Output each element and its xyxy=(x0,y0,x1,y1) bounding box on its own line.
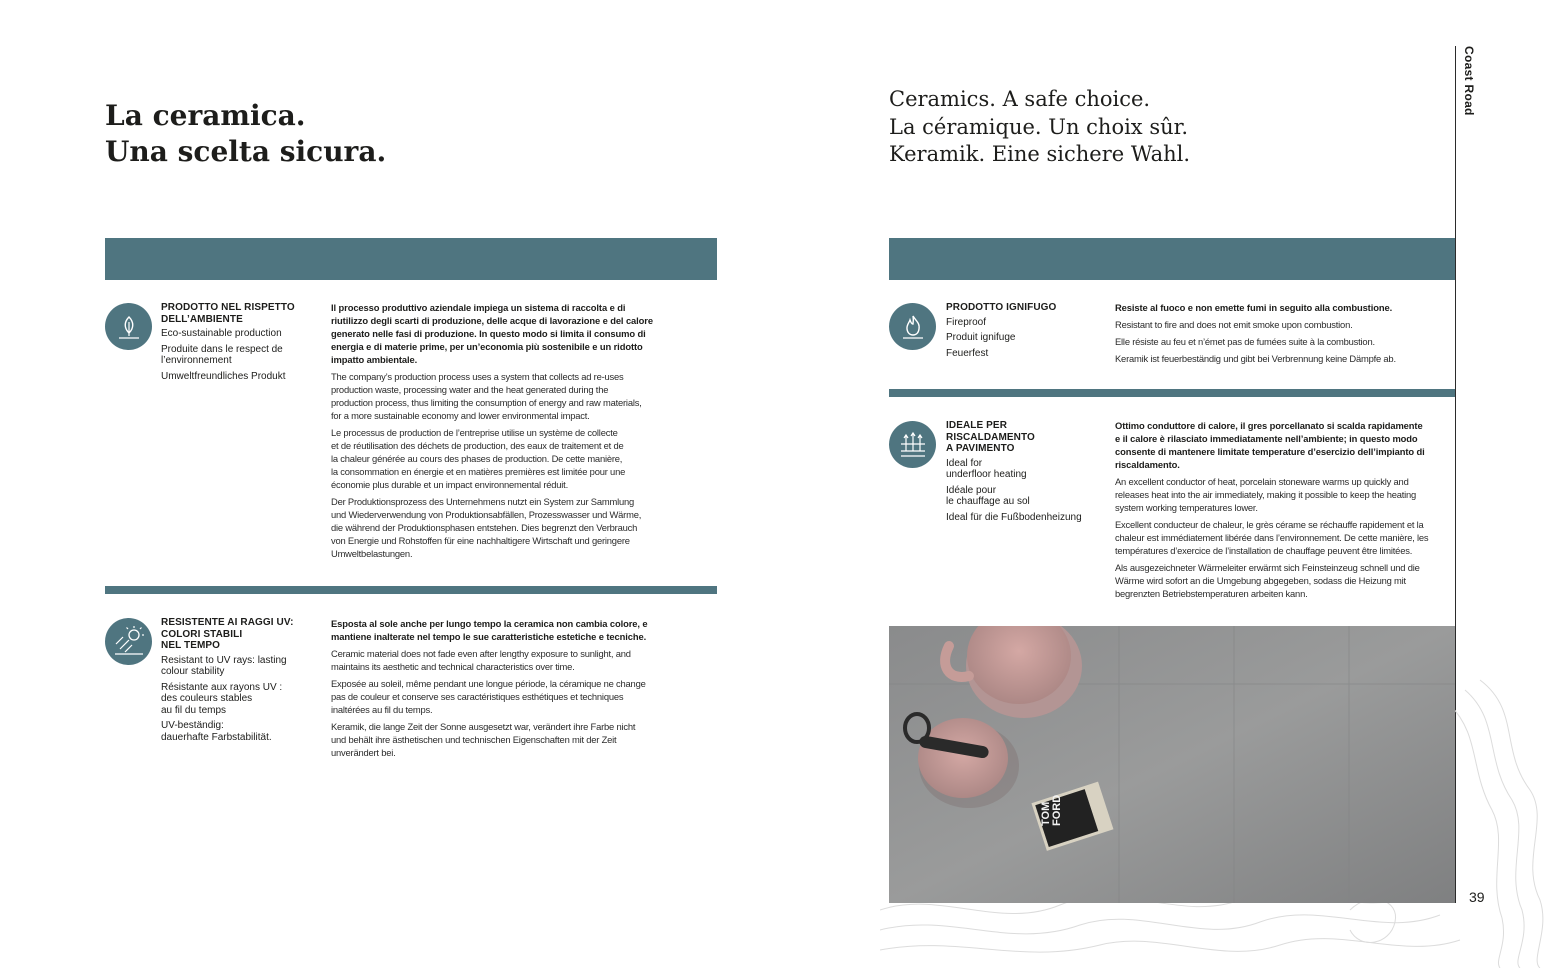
eco-heading: PRODOTTO NEL RISPETTO DELL’AMBIENTE xyxy=(161,302,295,325)
page-title-italian: La ceramica. Una scelta sicura. xyxy=(105,99,387,168)
uv-labels xyxy=(161,617,321,743)
uv-para-it: Esposta al sole anche per lungo tempo la ceramica non cambia colore, e mantiene inalterate nel tempo le sue caratteristiche estetiche e tecniche. xyxy=(331,618,648,642)
leaf-icon xyxy=(105,303,152,350)
heating-para-en: An excellent conductor of heat, porcelain stoneware warms up quickly and releases heat into the air immediately, making it possible to keep the heating system working temperatures lower. xyxy=(1115,476,1417,513)
eco-para-it: Il processo produttivo aziendale impiega un sistema di raccolta e di riutilizzo degli scarti di produzione, delle acque di lavorazione e del calore generato nelle fasi di produzione. In questo modo si limita il consumo di energia e di materie prime, per un’economia più sostenibile e un ridotto impatto ambientale. xyxy=(331,302,653,365)
fire-para-de: Keramik ist feuerbeständig und gibt bei Verbrennung keine Dämpfe ab. xyxy=(1115,353,1396,364)
fire-sub-fr: Produit ignifuge xyxy=(946,332,1016,343)
eco-para-en: The company’s production process uses a system that collects ad re-uses production waste, processing water and the heat generated during the production process, thus limiting the consumption of energy and raw materials, for a more sustainable economy and lower environmental impact. xyxy=(331,371,642,421)
page-title-multilingual: Ceramics. A safe choice. La céramique. Un choix sûr. Keramik. Eine sichere Wahl. xyxy=(889,87,1191,166)
uv-para-de: Keramik, die lange Zeit der Sonne ausgesetzt war, verändert ihre Farbe nicht und behält ihre ästhetischen und technischen Eigenschaften mit der Zeit unverändert bei. xyxy=(331,721,636,758)
heating-sub-fr: Idéale pour le chauffage au sol xyxy=(946,484,1030,507)
eco-sub-fr: Produite dans le respect de l’environnement xyxy=(161,343,283,366)
header-bar-right xyxy=(889,238,1455,280)
uv-text xyxy=(331,617,717,763)
heating-sub-en: Ideal for underfloor heating xyxy=(946,457,1027,480)
heating-para-it: Ottimo conduttore di calore, il gres porcellanato si scalda rapidamente e il calore è rilasciato immediatamente nell’ambiente; in questo modo consente di mantenere limitate temperature d’esercizio dell’impianto di riscaldamento. xyxy=(1115,420,1425,470)
photo-illustration xyxy=(889,626,1455,903)
heating-para-fr: Excellent conducteur de chaleur, le grès cérame se réchauffe rapidement et la chaleur est immédiatement libérée dans l’environnement. De cette manière, les températures d’exercice de l’installation de chauffage peuvent être limitées. xyxy=(1115,519,1429,556)
divider-right xyxy=(889,389,1455,397)
page-number: 39 xyxy=(1469,889,1485,905)
underfloor-heating-icon xyxy=(889,421,936,468)
spine-label xyxy=(1462,46,1482,126)
sun-uv-icon xyxy=(105,618,152,665)
eco-sub-de: Umweltfreundliches Produkt xyxy=(161,370,286,382)
eco-para-fr: Le processus de production de l’entreprise utilise un système de collecte et de réutilisation des déchets de production, des eaux de traitement et de la chaleur générée au cours des phases de production. De cette manière, la consommation en énergie et en matières premières est limitée pour une économie plus durable et un impact environnemental réduit. xyxy=(331,427,626,490)
eco-para-de: Der Produktionsprozess des Unternehmens nutzt ein System zur Sammlung und Wiederverwendung von Produktionsabfällen, Prozesswasser und Wärme, die während der Produktionsphasen entstehen. Dies begrenzt den Verbrauch von Energie und Rohstoffen für eine nachhaltigere Wirtschaft und geringere Umweltbelastungen. xyxy=(331,496,642,559)
fire-heading: PRODOTTO IGNIFUGO xyxy=(946,302,1057,313)
heating-labels xyxy=(946,420,1106,523)
fire-para-it: Resiste al fuoco e non emette fumi in seguito alla combustione. xyxy=(1115,302,1393,313)
book-title-text: TOM FORD xyxy=(1040,794,1063,826)
fire-text xyxy=(1115,301,1453,369)
eco-labels xyxy=(161,302,321,382)
spine-text: Coast Road xyxy=(1462,46,1476,116)
eco-text xyxy=(331,301,717,564)
divider-left xyxy=(105,586,717,594)
eco-sub-en: Eco-sustainable production xyxy=(161,328,282,339)
uv-sub-fr: Résistante aux rayons UV : des couleurs stables au fil du temps xyxy=(161,681,283,716)
header-bar-left xyxy=(105,238,717,280)
book-cover-text xyxy=(1041,786,1063,826)
uv-para-fr: Exposée au soleil, même pendant une longue période, la céramique ne change pas de couleur et conserve ses caractéristiques esthétiques et techniques inaltérées au fil du temps. xyxy=(331,678,646,715)
fire-para-fr: Elle résiste au feu et n’émet pas de fumées suite à la combustion. xyxy=(1115,336,1375,347)
fire-para-en: Resistant to fire and does not emit smoke upon combustion. xyxy=(1115,319,1353,330)
uv-heading: RESISTENTE AI RAGGI UV: COLORI STABILI NEL TEMPO xyxy=(161,617,294,651)
uv-sub-de: UV-beständig: dauerhafte Farbstabilität. xyxy=(161,720,272,743)
uv-para-en: Ceramic material does not fade even after lengthy exposure to sunlight, and maintains its aesthetic and technical characteristics over time. xyxy=(331,648,631,672)
heating-heading: IDEALE PER RISCALDAMENTO A PAVIMENTO xyxy=(946,420,1035,454)
fire-sub-en: Fireproof xyxy=(946,316,987,328)
heating-sub-de: Ideal für die Fußbodenheizung xyxy=(946,511,1082,523)
heating-para-de: Als ausgezeichneter Wärmeleiter erwärmt sich Feinsteinzeug schnell und die Wärme wird sofort an die Umgebung abgegeben, sodass die Heizung mit begrenzten Betriebstemperaturen arbeiten kann. xyxy=(1115,562,1420,599)
interior-photo xyxy=(889,626,1455,903)
flame-icon xyxy=(889,303,936,350)
uv-sub-en: Resistant to UV rays: lasting colour stability xyxy=(161,654,287,677)
fire-sub-de: Feuerfest xyxy=(946,347,989,359)
fire-labels xyxy=(946,302,1106,359)
heating-text xyxy=(1115,419,1453,604)
